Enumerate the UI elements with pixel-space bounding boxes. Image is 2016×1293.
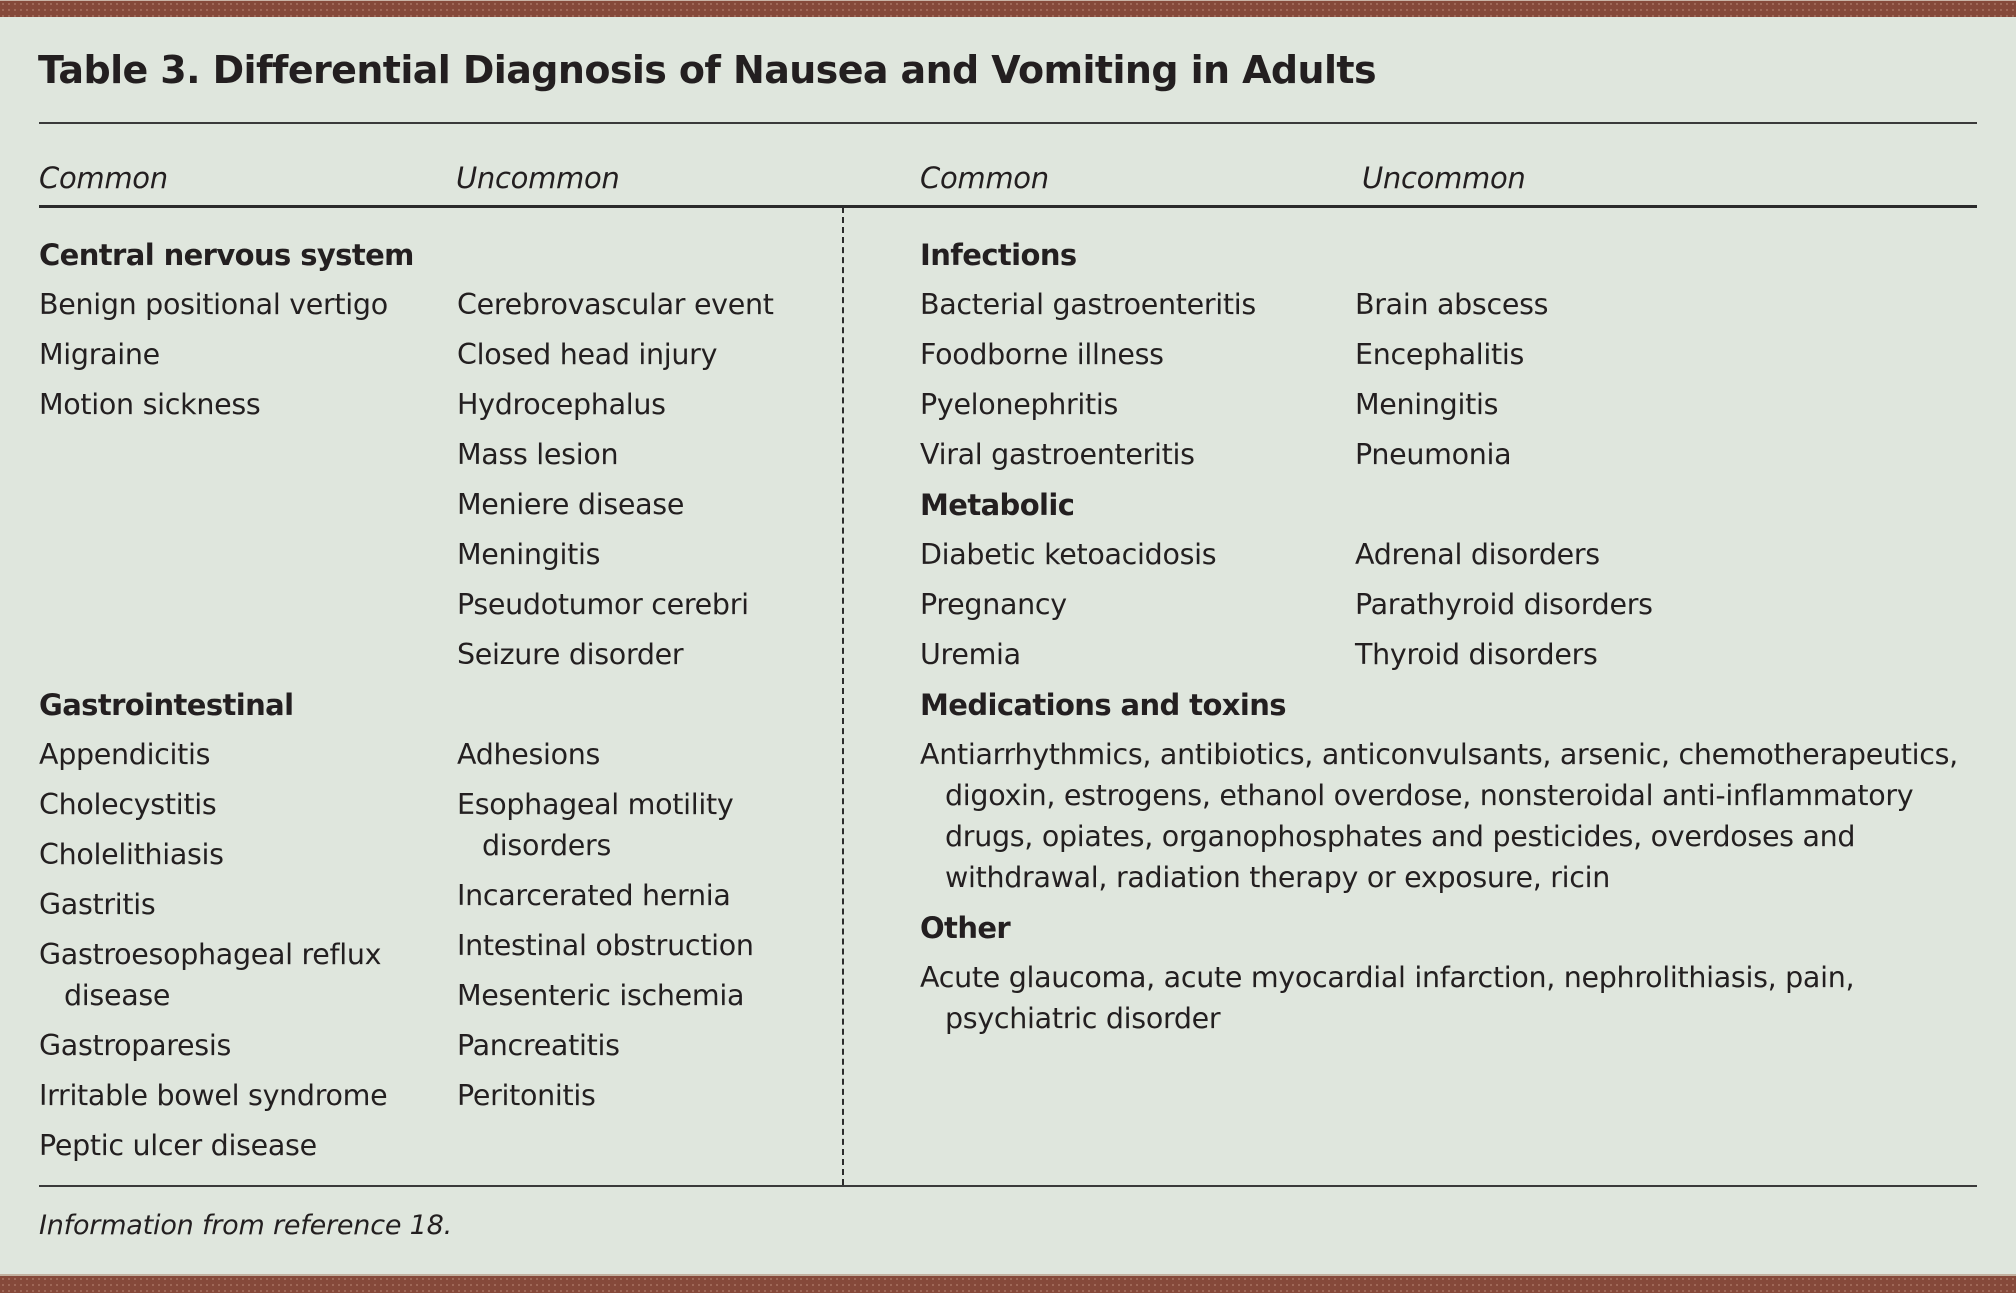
column-header-right-common: Common — [920, 161, 1049, 195]
list-item: Brain abscess — [1355, 288, 1549, 321]
section-heading-other: Other — [920, 911, 1011, 945]
list-item: Encephalitis — [1355, 338, 1525, 371]
section-heading-metabolic: Metabolic — [920, 488, 1075, 522]
list-item: Meniere disease — [457, 488, 685, 521]
list-item — [457, 780, 774, 871]
left-uncommon-column — [457, 230, 774, 1121]
list-item: Cholecystitis — [39, 788, 217, 821]
list-item: Pregnancy — [920, 588, 1067, 621]
top-accent-bar — [0, 0, 2016, 17]
list-item: Meningitis — [1355, 388, 1499, 421]
title-rule — [39, 122, 1977, 124]
other-list: Acute glaucoma, acute myocardial infarction, nephrolithiasis, pain, psychiatric disorder — [920, 961, 1855, 1035]
list-item: Irritable bowel syndrome — [39, 1079, 388, 1112]
list-item: Pyelonephritis — [920, 388, 1119, 421]
list-item: Peptic ulcer disease — [39, 1129, 317, 1162]
column-divider — [842, 207, 844, 1185]
list-item: Motion sickness — [39, 388, 261, 421]
section-heading-infections: Infections — [920, 238, 1077, 272]
list-item: Adrenal disorders — [1355, 538, 1600, 571]
section-heading-medications: Medications and toxins — [920, 688, 1286, 722]
medications-list: Antiarrhythmics, antibiotics, anticonvulsants, arsenic, chemotherapeutics, digoxin, estrogens, ethanol overdose, nonsteroidal anti-inflammatory drugs, opiates, organophosphates and pesticides, overdoses and withdrawal, radiation therapy or exposure, ricin — [920, 738, 1958, 894]
list-item: Gastroparesis — [39, 1029, 231, 1062]
list-item: Cholelithiasis — [39, 838, 224, 871]
column-header-left-uncommon: Uncommon — [456, 161, 620, 195]
list-item: Mesenteric ischemia — [457, 979, 745, 1012]
table-title: Table 3. Differential Diagnosis of Nausea and Vomiting in Adults — [38, 48, 1376, 92]
list-item: Intestinal obstruction — [457, 929, 754, 962]
list-item: Viral gastroenteritis — [920, 438, 1195, 471]
list-item: Bacterial gastroenteritis — [920, 288, 1256, 321]
list-item: Peritonitis — [457, 1079, 596, 1112]
list-item: Pneumonia — [1355, 438, 1512, 471]
list-item: Uremia — [920, 638, 1021, 671]
list-item: Mass lesion — [457, 438, 619, 471]
list-item: Incarcerated hernia — [457, 879, 731, 912]
list-item: Seizure disorder — [457, 638, 684, 671]
list-item: Benign positional vertigo — [39, 288, 388, 321]
list-item: Pancreatitis — [457, 1029, 620, 1062]
list-item: Cerebrovascular event — [457, 288, 774, 321]
list-item: Foodborne illness — [920, 338, 1164, 371]
list-item: Pseudotumor cerebri — [457, 588, 749, 621]
list-item-line: Gastroesophageal reflux — [39, 938, 382, 971]
list-item-line: Esophageal motility — [457, 788, 734, 821]
list-item: Appendicitis — [39, 738, 211, 771]
list-item: Gastritis — [39, 888, 156, 921]
list-item: Diabetic ketoacidosis — [920, 538, 1217, 571]
list-item-continuation: disorders — [482, 829, 612, 862]
bottom-accent-bar — [0, 1274, 2016, 1293]
list-item: Adhesions — [457, 738, 601, 771]
header-rule — [39, 205, 1977, 208]
list-item: Closed head injury — [457, 338, 718, 371]
column-header-right-uncommon: Uncommon — [1362, 161, 1526, 195]
list-item: Meningitis — [457, 538, 601, 571]
list-item-continuation: disease — [64, 979, 171, 1012]
footer-rule — [39, 1185, 1977, 1187]
list-item: Parathyroid disorders — [1355, 588, 1653, 621]
source-footnote: Information from reference 18. — [39, 1210, 452, 1241]
section-heading-cns: Central nervous system — [39, 238, 414, 272]
section-heading-gi: Gastrointestinal — [39, 688, 294, 722]
list-item: Migraine — [39, 338, 160, 371]
list-item — [39, 930, 414, 1021]
list-item: Hydrocephalus — [457, 388, 666, 421]
left-common-column — [39, 230, 414, 1171]
list-item: Thyroid disorders — [1355, 638, 1598, 671]
column-header-left-common: Common — [39, 161, 168, 195]
right-uncommon-column — [1355, 230, 1653, 680]
